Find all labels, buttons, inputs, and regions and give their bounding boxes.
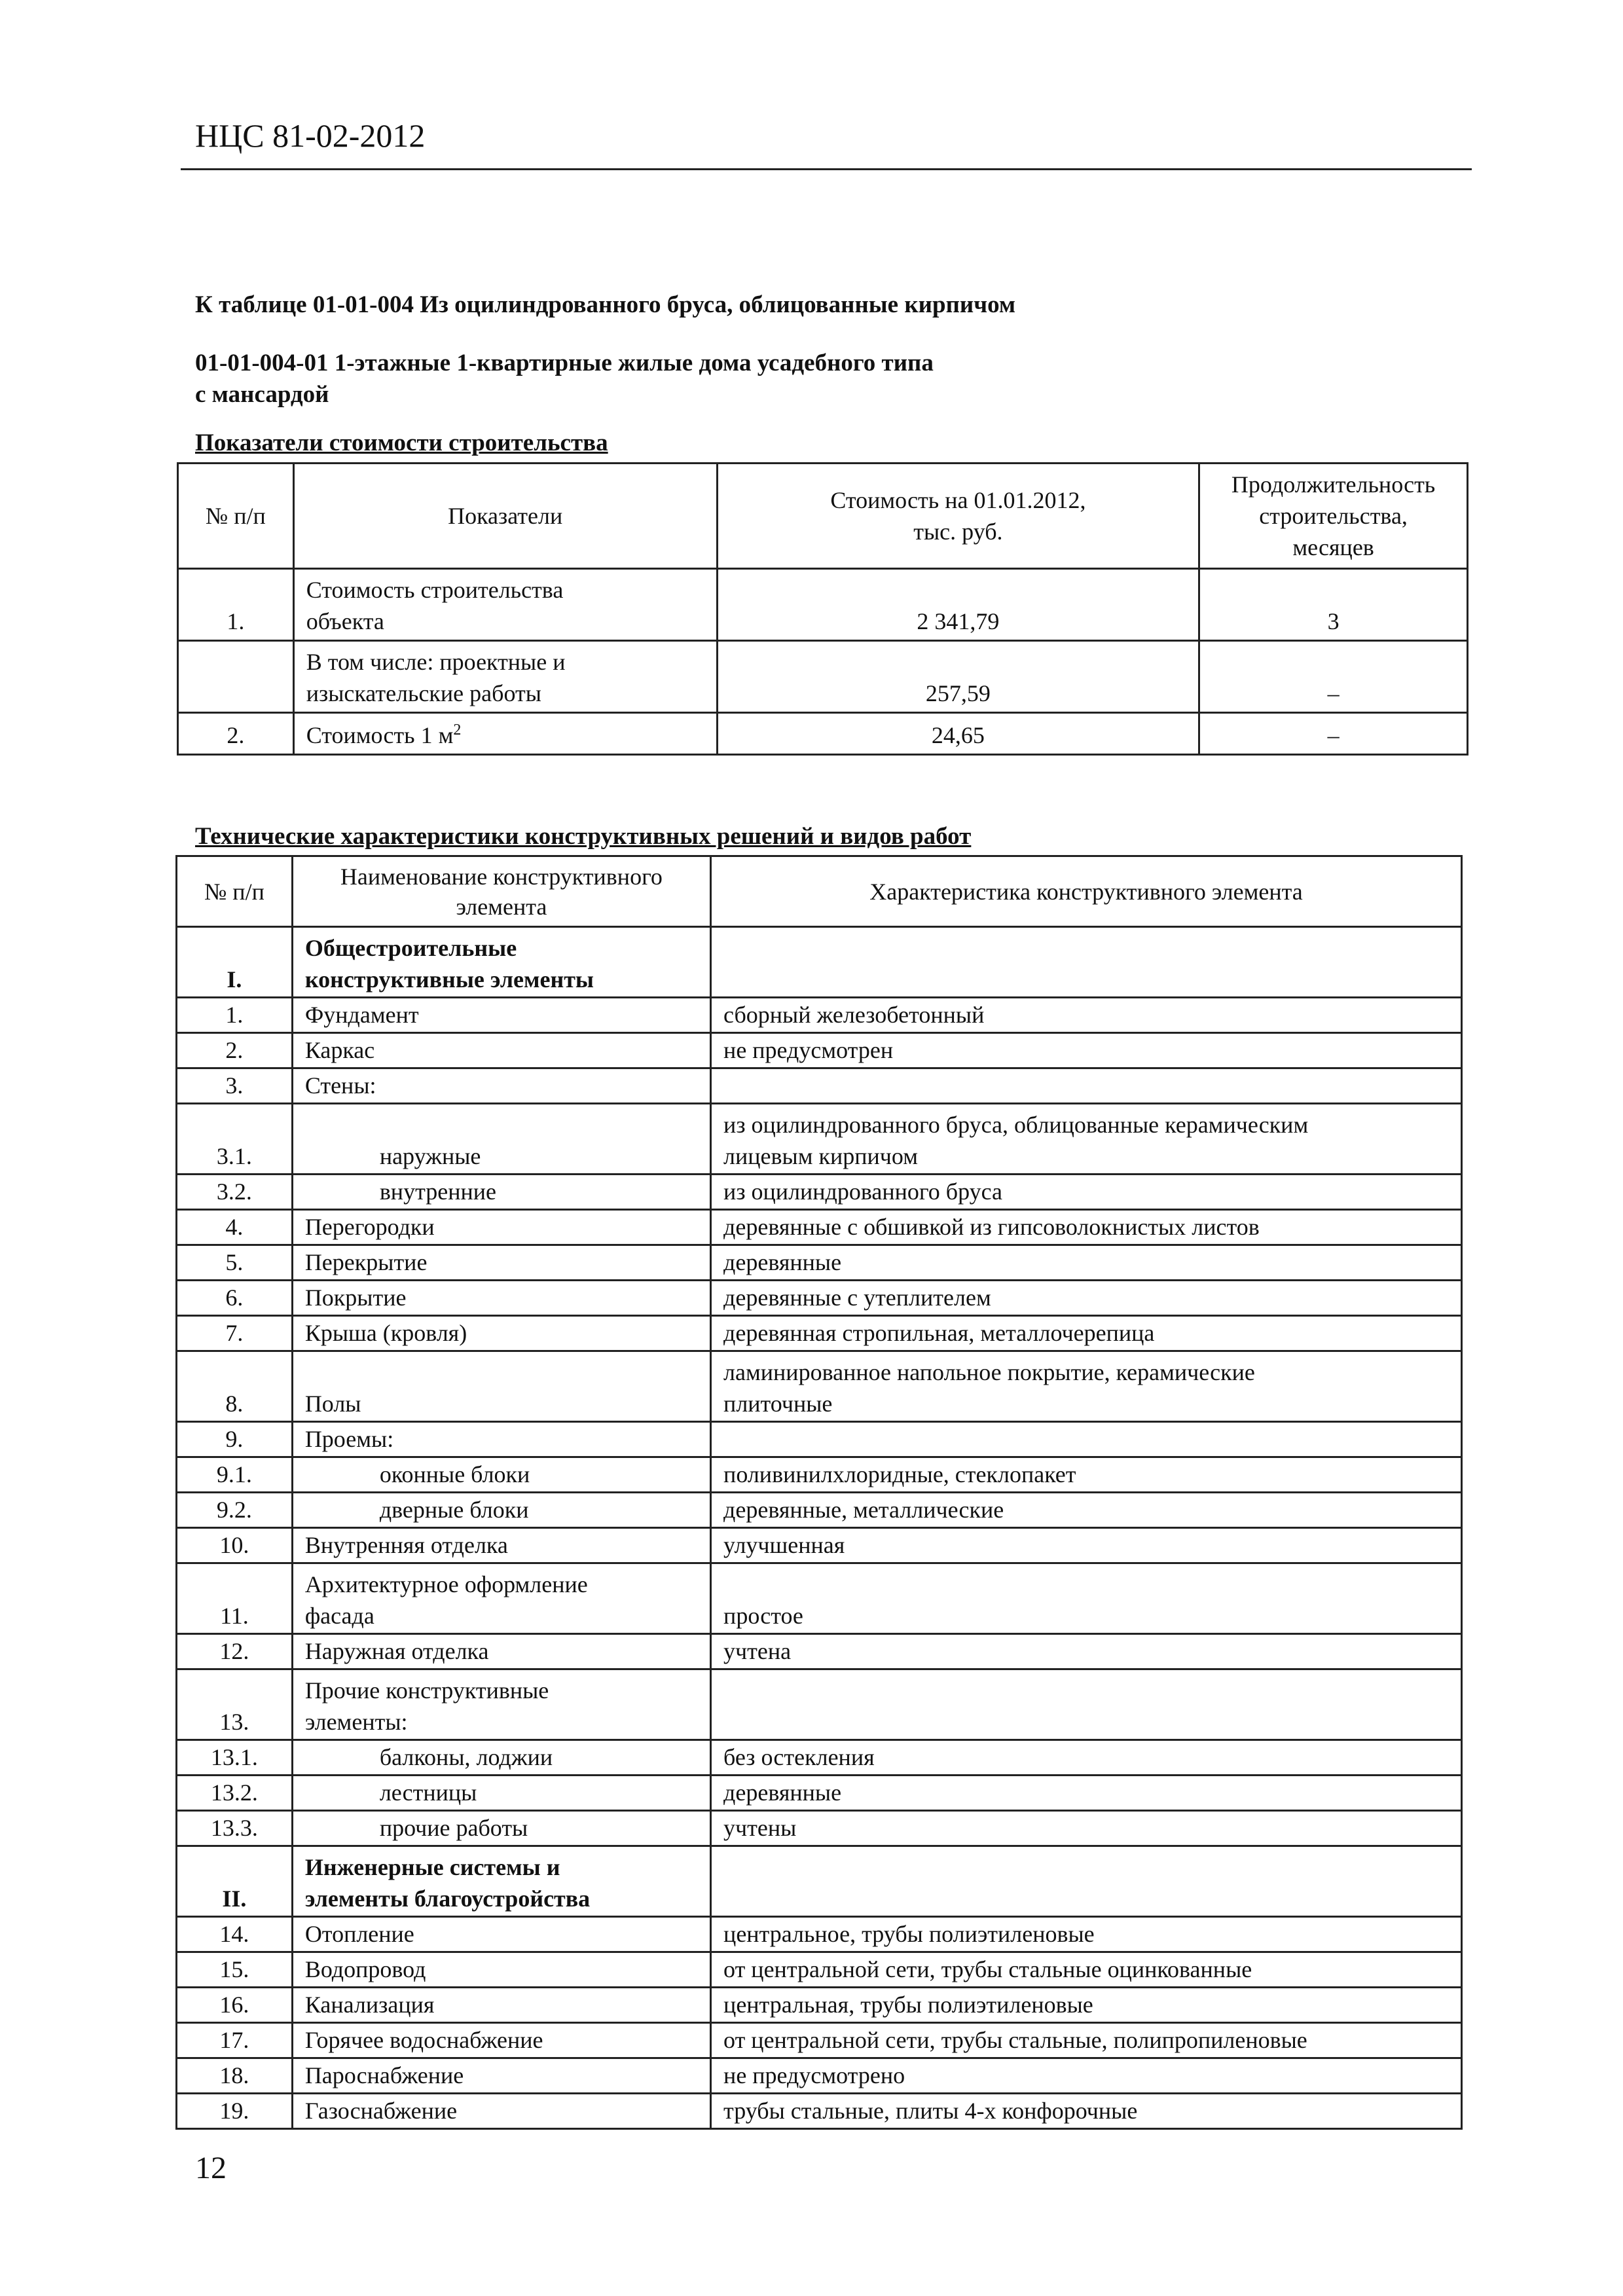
header-indicator: Показатели: [293, 464, 717, 569]
header-element: [292, 856, 710, 927]
row-num: 12.: [177, 1634, 293, 1669]
row-num: 3.1.: [177, 1104, 293, 1175]
characteristic-line-1: улучшенная: [723, 1532, 845, 1558]
row-characteristic: [711, 1281, 1462, 1316]
row-characteristic: [711, 1917, 1462, 1952]
row-element: [292, 1493, 710, 1528]
row-cost: 24,65: [717, 713, 1199, 755]
row-num: 9.1.: [177, 1457, 293, 1493]
characteristic-line-1: из оцилиндрованного бруса: [723, 1178, 1003, 1205]
characteristic-line-1: деревянные с обшивкой из гипсоволокнистых листов: [723, 1214, 1260, 1240]
table-row: [177, 1422, 1462, 1457]
element-line-1: Водопровод: [304, 1956, 426, 1982]
indicator-line-1: В том числе: проектные и: [306, 649, 566, 675]
row-element: [292, 1634, 710, 1669]
row-duration: 3: [1199, 569, 1468, 641]
element-line-1: дверные блоки: [379, 1497, 529, 1523]
table-row: [178, 569, 1468, 641]
header-rule: [181, 168, 1472, 170]
table-row: [177, 1669, 1462, 1740]
characteristic-line-2: [723, 1706, 1449, 1738]
element-line-2: фасада: [304, 1603, 374, 1629]
header-num: № п/п: [178, 464, 294, 569]
row-indicator: [293, 713, 717, 755]
cost-table-caption: Показатели стоимости строительства: [195, 429, 608, 456]
characteristic-line-1: из оцилиндрованного бруса, облицованные керамическим: [723, 1112, 1309, 1138]
table-row: [177, 1528, 1462, 1563]
row-element: [292, 998, 710, 1033]
row-element: [292, 1669, 710, 1740]
row-element: [292, 1528, 710, 1563]
row-num: 8.: [177, 1351, 293, 1422]
header-duration-line-1: Продолжительность: [1231, 471, 1436, 498]
element-line-1: Стены:: [304, 1072, 376, 1099]
row-num: I.: [177, 927, 293, 998]
characteristic-line-2: простое: [723, 1603, 803, 1629]
row-characteristic: [711, 1669, 1462, 1740]
indicator-line-2: изыскательские работы: [306, 680, 541, 706]
row-element: [292, 927, 710, 998]
row-num: 9.: [177, 1422, 293, 1457]
row-characteristic: [711, 1634, 1462, 1669]
characteristic-line-1: трубы стальные, плиты 4-х конфорочные: [723, 2098, 1138, 2124]
row-characteristic: [711, 2094, 1462, 2129]
row-characteristic: [711, 1422, 1462, 1457]
characteristic-line-1: деревянные: [723, 1249, 842, 1275]
header-element-line-2: элемента: [456, 893, 547, 920]
row-num: 2.: [177, 1033, 293, 1068]
table-row: [177, 1175, 1462, 1210]
row-element: [292, 1175, 710, 1210]
row-num: 19.: [177, 2094, 293, 2129]
element-line-1: внутренние: [379, 1178, 497, 1205]
row-element: [292, 1776, 710, 1811]
characteristic-line-1: учтена: [723, 1638, 792, 1664]
tech-table-body: [177, 927, 1462, 2129]
row-characteristic: [711, 1952, 1462, 1988]
row-characteristic: [711, 1351, 1462, 1422]
row-element: [292, 2094, 710, 2129]
row-element: [292, 1245, 710, 1281]
tech-table-caption: Технические характеристики конструктивных решений и видов работ: [195, 823, 972, 850]
header-duration-line-3: месяцев: [1292, 534, 1374, 560]
row-num: [178, 641, 294, 713]
characteristic-line-1: центральная, трубы полиэтиленовые: [723, 1992, 1093, 2018]
table-row: [177, 1634, 1462, 1669]
characteristic-line-1: деревянная стропильная, металлочерепица: [723, 1320, 1155, 1346]
row-num: 2.: [178, 713, 294, 755]
characteristic-line-1: без остекления: [723, 1744, 875, 1770]
row-num: 5.: [177, 1245, 293, 1281]
element-line-1: прочие работы: [379, 1815, 528, 1841]
section-title: К таблице 01-01-004 Из оцилиндрованного бруса, облицованные кирпичом: [195, 291, 1016, 318]
row-num: 1.: [177, 998, 293, 1033]
characteristic-line-1: [723, 1070, 1449, 1101]
row-element: [292, 1846, 710, 1917]
element-line-1: Инженерные системы и: [304, 1854, 560, 1880]
header-num: № п/п: [177, 856, 293, 927]
indicator-line-2: объекта: [306, 608, 384, 634]
row-duration: –: [1199, 713, 1468, 755]
row-num: 17.: [177, 2023, 293, 2058]
characteristic-line-1: [723, 1423, 1449, 1455]
row-characteristic: [711, 1068, 1462, 1104]
characteristic-line-1: [723, 1851, 1449, 1883]
element-line-1: Внутренняя отделка: [304, 1532, 508, 1558]
table-row: [177, 1740, 1462, 1776]
row-characteristic: [711, 927, 1462, 998]
table-row: [177, 1493, 1462, 1528]
header-duration-line-2: строительства,: [1259, 503, 1408, 529]
table-row: [177, 1952, 1462, 1988]
row-element: [292, 1563, 710, 1634]
characteristic-line-1: поливинилхлоридные, стеклопакет: [723, 1461, 1076, 1487]
characteristic-line-1: [723, 1569, 1449, 1600]
row-element: [292, 1351, 710, 1422]
row-num: 14.: [177, 1917, 293, 1952]
row-element: [292, 1104, 710, 1175]
element-line-2: элементы благоустройства: [304, 1886, 591, 1912]
row-characteristic: [711, 1245, 1462, 1281]
row-num: 15.: [177, 1952, 293, 1988]
row-characteristic: [711, 2058, 1462, 2094]
characteristic-line-1: учтены: [723, 1815, 797, 1841]
characteristic-line-1: от центральной сети, трубы стальные, полипропиленовые: [723, 2027, 1307, 2053]
row-num: II.: [177, 1846, 293, 1917]
characteristic-line-1: от центральной сети, трубы стальные оцинкованные: [723, 1956, 1252, 1982]
table-row: [177, 1104, 1462, 1175]
row-cost: 2 341,79: [717, 569, 1199, 641]
element-line-1: оконные блоки: [379, 1461, 530, 1487]
row-num: 3.2.: [177, 1175, 293, 1210]
element-line-1: Перекрытие: [304, 1249, 428, 1275]
row-element: [292, 1422, 710, 1457]
header-duration: [1199, 464, 1468, 569]
row-characteristic: [711, 2023, 1462, 2058]
cost-table-header: [178, 464, 1468, 569]
table-row: [178, 641, 1468, 713]
element-line-1: Горячее водоснабжение: [304, 2027, 543, 2053]
row-element: [292, 1988, 710, 2023]
element-line-1: Газоснабжение: [304, 2098, 458, 2124]
table-row: [177, 1563, 1462, 1634]
element-line-1: Прочие конструктивные: [304, 1677, 549, 1704]
characteristic-line-1: деревянные: [723, 1779, 842, 1806]
row-element: [292, 1811, 710, 1846]
indicator-line-1: Стоимость строительства: [306, 577, 564, 603]
row-num: 18.: [177, 2058, 293, 2094]
table-row: [177, 1068, 1462, 1104]
row-element: [292, 2023, 710, 2058]
row-element: [292, 1316, 710, 1351]
element-line-1: Канализация: [304, 1992, 435, 2018]
characteristic-line-2: плиточные: [723, 1391, 833, 1417]
characteristic-line-1: сборный железобетонный: [723, 1002, 985, 1028]
row-characteristic: [711, 1811, 1462, 1846]
row-characteristic: [711, 1210, 1462, 1245]
table-row: [177, 1846, 1462, 1917]
row-element: [292, 1952, 710, 1988]
table-row: [177, 927, 1462, 998]
characteristic-line-1: не предусмотрено: [723, 2062, 905, 2088]
element-line-1: [380, 1109, 698, 1140]
characteristic-line-2: [723, 964, 1449, 995]
table-row: [177, 1281, 1462, 1316]
row-characteristic: [711, 1316, 1462, 1351]
table-row: [177, 998, 1462, 1033]
characteristic-line-1: [723, 932, 1449, 964]
row-num: 1.: [178, 569, 294, 641]
row-num: 6.: [177, 1281, 293, 1316]
row-num: 7.: [177, 1316, 293, 1351]
indicator-text: Стоимость 1 м: [306, 722, 454, 748]
row-characteristic: [711, 1740, 1462, 1776]
element-line-1: Проемы:: [304, 1426, 394, 1452]
row-characteristic: [711, 1563, 1462, 1634]
table-row: [177, 1917, 1462, 1952]
row-characteristic: [711, 1493, 1462, 1528]
row-element: [292, 1457, 710, 1493]
row-element: [292, 1917, 710, 1952]
row-num: 4.: [177, 1210, 293, 1245]
element-line-1: Отопление: [304, 1921, 414, 1947]
row-element: [292, 2058, 710, 2094]
row-characteristic: [711, 1846, 1462, 1917]
header-cost-line-2: тыс. руб.: [913, 519, 1003, 545]
header-element-line-1: Наименование конструктивного: [340, 863, 663, 890]
row-num: 11.: [177, 1563, 293, 1634]
element-line-1: балконы, лоджии: [379, 1744, 553, 1770]
element-line-1: Общестроительные: [304, 935, 517, 961]
characteristic-line-2: лицевым кирпичом: [723, 1143, 918, 1169]
header-cost: [717, 464, 1199, 569]
characteristic-line-1: деревянные, металлические: [723, 1497, 1004, 1523]
table-row: [177, 1988, 1462, 2023]
page-number: 12: [195, 2151, 227, 2185]
row-cost: 257,59: [717, 641, 1199, 713]
header-cost-line-1: Стоимость на 01.01.2012,: [830, 487, 1086, 513]
row-characteristic: [711, 1457, 1462, 1493]
element-line-2: конструктивные элементы: [304, 966, 594, 993]
row-element: [292, 1068, 710, 1104]
table-row: [177, 2023, 1462, 2058]
row-characteristic: [711, 1033, 1462, 1068]
element-line-1: Каркас: [304, 1037, 375, 1063]
tech-table: [175, 855, 1463, 2130]
element-line-1: Архитектурное оформление: [304, 1571, 588, 1597]
row-num: 13.1.: [177, 1740, 293, 1776]
table-row: [177, 2094, 1462, 2129]
row-characteristic: [711, 1988, 1462, 2023]
element-line-2: наружные: [379, 1143, 481, 1169]
element-line-1: Пароснабжение: [304, 2062, 464, 2088]
table-row: [178, 713, 1468, 755]
row-characteristic: [711, 1175, 1462, 1210]
element-line-1: [305, 1357, 698, 1388]
header-characteristic: Характеристика конструктивного элемента: [711, 856, 1462, 927]
row-num: 13.2.: [177, 1776, 293, 1811]
table-row: [177, 1033, 1462, 1068]
row-num: 3.: [177, 1068, 293, 1104]
subtitle-line-1: 01-01-004-01 1-этажные 1-квартирные жилые дома усадебного типа: [195, 350, 934, 376]
element-line-2: элементы:: [304, 1709, 408, 1735]
row-duration: –: [1199, 641, 1468, 713]
row-element: [292, 1033, 710, 1068]
characteristic-line-1: не предусмотрен: [723, 1037, 894, 1063]
element-line-1: Покрытие: [304, 1285, 407, 1311]
row-num: 13.3.: [177, 1811, 293, 1846]
table-row: [177, 1245, 1462, 1281]
row-num: 13.: [177, 1669, 293, 1740]
element-line-1: Фундамент: [304, 1002, 419, 1028]
table-row: [177, 1316, 1462, 1351]
element-line-1: Наружная отделка: [304, 1638, 489, 1664]
row-element: [292, 1210, 710, 1245]
row-num: 16.: [177, 1988, 293, 2023]
cost-table: [177, 462, 1468, 756]
element-line-1: лестницы: [379, 1779, 477, 1806]
characteristic-line-1: [723, 1675, 1449, 1706]
table-row: [177, 1776, 1462, 1811]
element-line-1: Крыша (кровля): [304, 1320, 467, 1346]
subtitle-line-2: с мансардой: [195, 381, 329, 408]
element-line-2: Полы: [304, 1391, 361, 1417]
row-characteristic: [711, 1776, 1462, 1811]
table-row: [177, 1811, 1462, 1846]
table-row: [177, 1210, 1462, 1245]
element-line-1: Перегородки: [304, 1214, 435, 1240]
document-code: НЦС 81-02-2012: [195, 117, 426, 154]
characteristic-line-1: ламинированное напольное покрытие, керамические: [723, 1359, 1255, 1385]
row-num: 9.2.: [177, 1493, 293, 1528]
table-row: [177, 1457, 1462, 1493]
row-element: [292, 1281, 710, 1316]
row-characteristic: [711, 1104, 1462, 1175]
section-subtitle: [195, 348, 934, 410]
row-indicator: [293, 569, 717, 641]
row-num: 10.: [177, 1528, 293, 1563]
row-characteristic: [711, 998, 1462, 1033]
table-row: [177, 1351, 1462, 1422]
row-indicator: [293, 641, 717, 713]
tech-table-header: [177, 856, 1462, 927]
characteristic-line-1: центральное, трубы полиэтиленовые: [723, 1921, 1095, 1947]
characteristic-line-2: [723, 1883, 1449, 1914]
indicator-superscript: 2: [453, 721, 462, 738]
row-element: [292, 1740, 710, 1776]
row-characteristic: [711, 1528, 1462, 1563]
characteristic-line-1: деревянные с утеплителем: [723, 1285, 991, 1311]
table-row: [177, 2058, 1462, 2094]
